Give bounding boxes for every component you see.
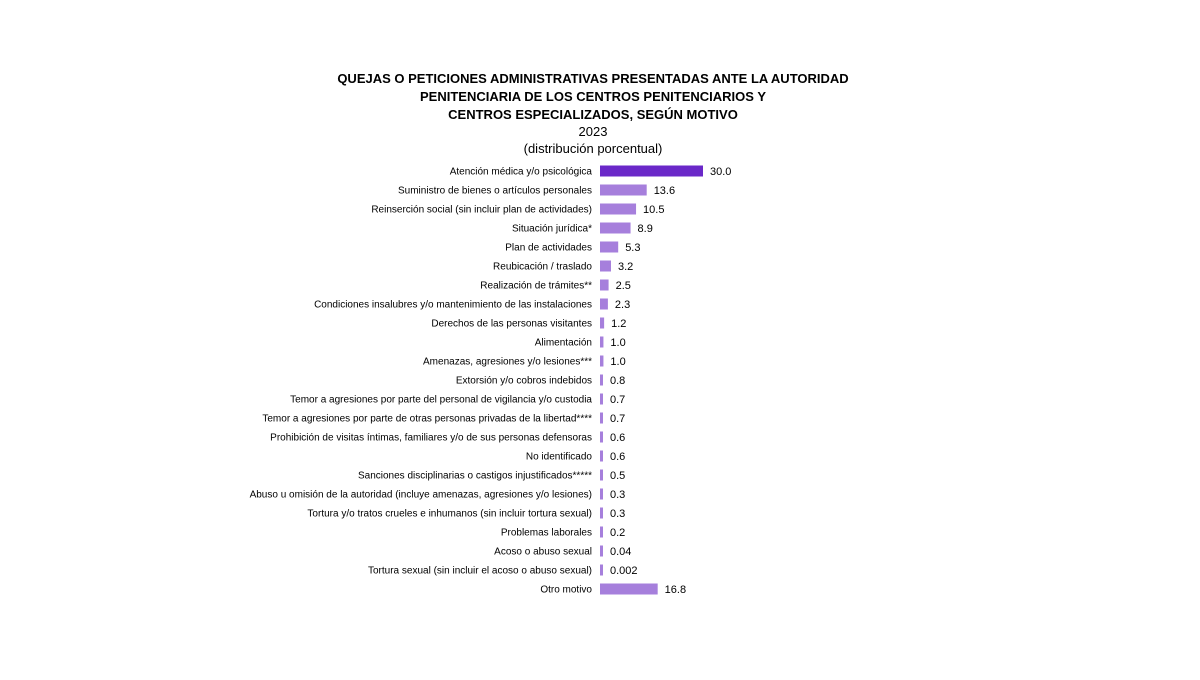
value-label: 0.2 [610, 527, 626, 539]
category-label: Condiciones insalubres y/o mantenimiento de las instalaciones [314, 299, 592, 311]
category-label: No identificado [525, 451, 592, 463]
value-label: 1.2 [611, 318, 627, 330]
chart-subtitle: (distribución porcentual) [523, 141, 663, 156]
bar [600, 242, 618, 253]
bar [600, 394, 603, 405]
bar [600, 489, 603, 500]
value-label: 1.0 [610, 337, 626, 349]
bar [600, 223, 631, 234]
category-label: Plan de actividades [505, 242, 592, 254]
value-label: 0.7 [610, 413, 626, 425]
bar [600, 451, 603, 462]
bar [600, 299, 608, 310]
bar [600, 565, 603, 576]
value-label: 0.6 [610, 432, 626, 444]
bar [600, 204, 636, 215]
value-label: 2.3 [614, 299, 631, 311]
value-label: 0.002 [610, 565, 638, 577]
bar [600, 337, 603, 348]
category-label: Reinserción social (sin incluir plan de actividades) [371, 204, 592, 216]
value-label: 13.6 [653, 185, 676, 197]
value-label: 10.5 [643, 204, 665, 216]
value-label: 0.5 [610, 470, 626, 482]
bar [600, 584, 658, 595]
category-label: Otro motivo [540, 584, 592, 596]
category-label: Tortura sexual (sin incluir el acoso o abuso sexual) [368, 565, 592, 577]
bar [600, 356, 603, 367]
value-label: 0.3 [610, 489, 626, 501]
category-label: Extorsión y/o cobros indebidos [455, 375, 592, 387]
bar [600, 527, 603, 538]
bar [600, 413, 603, 424]
value-label: 16.8 [664, 584, 687, 596]
value-label: 2.5 [615, 280, 631, 292]
value-label: 0.8 [610, 375, 626, 387]
value-label: 0.6 [610, 451, 626, 463]
bar [600, 470, 603, 481]
category-label: Atención médica y/o psicológica [449, 166, 592, 178]
value-label: 0.04 [610, 546, 632, 558]
category-label: Amenazas, agresiones y/o lesiones*** [423, 356, 592, 368]
bar [600, 261, 611, 272]
value-label: 3.2 [617, 261, 634, 273]
value-label: 1.0 [610, 356, 626, 368]
chart-year: 2023 [578, 124, 608, 139]
category-label: Temor a agresiones por parte de otras personas privadas de la libertad**** [262, 413, 592, 425]
bar [600, 546, 603, 557]
category-label: Situación jurídica* [511, 223, 592, 235]
chart-title-line-2: PENITENCIARIA DE LOS CENTROS PENITENCIARIOS Y [420, 89, 766, 104]
value-label: 30.0 [710, 166, 732, 178]
bar [600, 166, 703, 177]
category-label: Acoso o abuso sexual [494, 546, 592, 558]
category-label: Derechos de las personas visitantes [431, 318, 592, 330]
bar [600, 318, 604, 329]
category-label: Alimentación [534, 337, 592, 349]
category-label: Abuso u omisión de la autoridad (incluye amenazas, agresiones y/o lesiones) [249, 489, 592, 501]
bar [600, 432, 603, 443]
bar [600, 280, 609, 291]
bar [600, 508, 603, 519]
category-label: Prohibición de visitas íntimas, familiares y/o de sus personas defensoras [270, 432, 592, 444]
bar [600, 375, 603, 386]
category-label: Suministro de bienes o artículos personales [398, 185, 592, 197]
chart-title-line-3: CENTROS ESPECIALIZADOS, SEGÚN MOTIVO [448, 107, 738, 122]
value-label: 8.9 [637, 223, 653, 235]
category-label: Tortura y/o tratos crueles e inhumanos (sin incluir tortura sexual) [307, 508, 592, 520]
category-label: Reubicación / traslado [493, 261, 592, 273]
value-label: 0.3 [610, 508, 626, 520]
value-label: 0.7 [610, 394, 626, 406]
value-label: 5.3 [625, 242, 641, 254]
category-label: Problemas laborales [500, 527, 592, 539]
category-label: Realización de trámites** [480, 280, 592, 292]
category-label: Sanciones disciplinarias o castigos injustificados***** [357, 470, 592, 482]
category-label: Temor a agresiones por parte del personal de vigilancia y/o custodia [290, 394, 592, 406]
bar [600, 185, 647, 196]
chart-title-line-1: QUEJAS O PETICIONES ADMINISTRATIVAS PRESENTADAS ANTE LA AUTORIDAD [337, 71, 849, 86]
